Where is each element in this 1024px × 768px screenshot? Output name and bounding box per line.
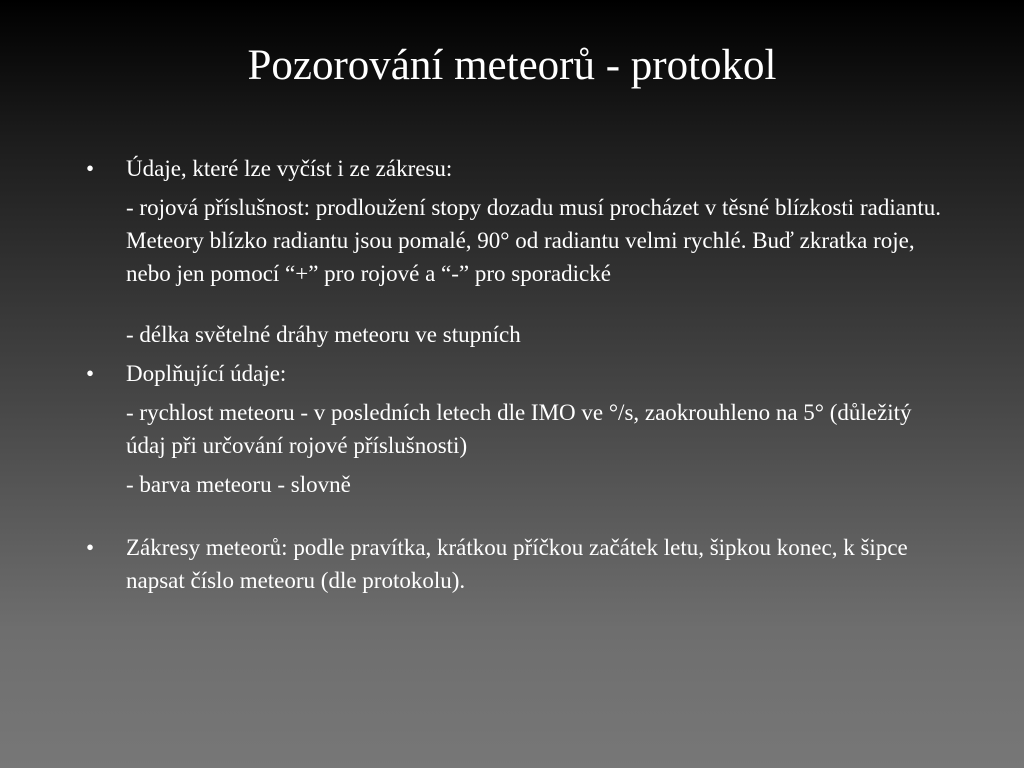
slide-title: Pozorování meteorů - protokol (247, 42, 777, 89)
bullet-meteor-drawings (0, 531, 956, 597)
sub-item-shower-membership: - rojová příslušnost: prodloužení stopy dozadu musí procházet v těsné blízkosti radiantu. Meteory blízko radiantu jsou pomalé, 90° od radiantu velmi rychlé. Buď zkratka roje, nebo jen pomocí “+” pro rojové a “-” pro sporadické (126, 195, 942, 286)
bullet-icon: • (86, 361, 95, 386)
bullet-text: Údaje, které lze vyčíst i ze zákresu: (126, 156, 453, 181)
bullet-additional-data (0, 357, 956, 390)
sub-item-meteor-color: - barva meteoru - slovně (126, 472, 351, 497)
bullet-data-from-drawing (0, 152, 956, 185)
bullet-icon: • (86, 156, 95, 181)
bullet-icon: • (86, 535, 95, 560)
bullet-text: Doplňující údaje: (126, 361, 287, 386)
sub-item-path-length: - délka světelné dráhy meteoru ve stupních (126, 322, 521, 347)
slide-content (0, 152, 1024, 597)
bullet-text: Zákresy meteorů: podle pravítka, krátkou příčkou začátek letu, šipkou konec, k šipce napsat číslo meteoru (dle protokolu). (126, 535, 908, 593)
sub-item-meteor-speed: - rychlost meteoru - v posledních letech dle IMO ve °/s, zaokrouhleno na 5° (důležitý údaj při určování rojové příslušnosti) (126, 400, 912, 458)
